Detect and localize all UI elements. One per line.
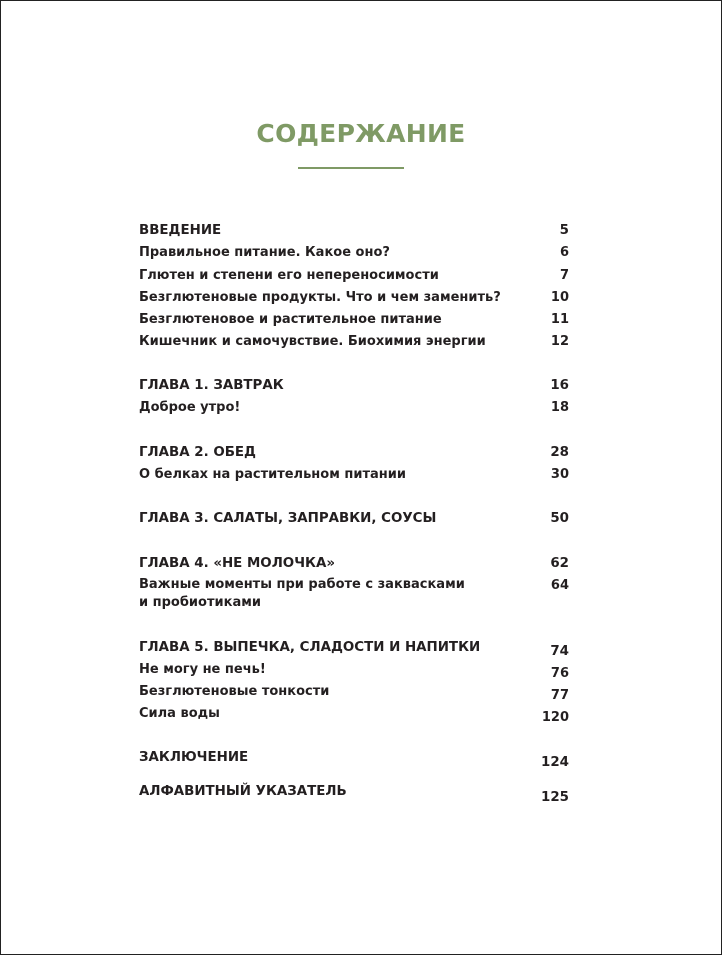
- toc-entry-title: Глютен и степени его непереносимости: [139, 268, 439, 283]
- toc-entry-page: 10: [550, 290, 569, 305]
- toc-entry-title: ЗАКЛЮЧЕНИЕ: [139, 750, 249, 765]
- toc-entry-title: ГЛАВА 2. ОБЕД: [139, 445, 256, 460]
- toc-entry-title: Кишечник и самочувствие. Биохимия энергии: [139, 334, 486, 349]
- toc-entry-title: Безглютеновое и растительное питание: [139, 312, 442, 327]
- toc-entry-page: 12: [550, 334, 569, 349]
- toc-entry-page: 6: [559, 245, 569, 260]
- toc-entry-page: 16: [550, 378, 569, 393]
- toc-entry-page: 76: [550, 666, 569, 681]
- toc-entry-page: 7: [559, 268, 569, 283]
- toc-entry-title: Сила воды: [139, 706, 220, 721]
- toc-entry-title: ГЛАВА 1. ЗАВТРАК: [139, 378, 284, 393]
- toc-entry-title: ГЛАВА 5. ВЫПЕЧКА, СЛАДОСТИ И НАПИТКИ: [139, 640, 481, 655]
- toc-entry-page: 28: [550, 445, 569, 460]
- toc-entry-title: ГЛАВА 4. «НЕ МОЛОЧКА»: [139, 556, 335, 571]
- toc-entry-title: АЛФАВИТНЫЙ УКАЗАТЕЛЬ: [139, 784, 347, 799]
- toc-entry-title: Правильное питание. Какое оно?: [139, 245, 390, 260]
- toc-entry-title: Не могу не печь!: [139, 662, 266, 677]
- toc-entry-page: 5: [559, 223, 569, 238]
- toc-entry-title: Безглютеновые продукты. Что и чем заменить?: [139, 290, 501, 305]
- toc-entry-title: О белках на растительном питании: [139, 467, 406, 482]
- toc-entry-page: 64: [550, 578, 569, 593]
- toc-entry-page: 74: [550, 644, 569, 659]
- toc-entry-title: ВВЕДЕНИЕ: [139, 223, 222, 238]
- page-title: СОДЕРЖАНИЕ: [256, 119, 466, 148]
- toc-entry-page: 125: [541, 790, 569, 805]
- toc-entry-page: 120: [541, 710, 569, 725]
- toc-entry-page: 30: [550, 467, 569, 482]
- toc-entry-page: 11: [550, 312, 569, 327]
- toc-entry-title: Доброе утро!: [139, 400, 241, 415]
- toc-entry-page: 124: [541, 755, 569, 770]
- toc-entry-title: Безглютеновые тонкости: [139, 684, 330, 699]
- toc-entry-title: ГЛАВА 3. САЛАТЫ, ЗАПРАВКИ, СОУСЫ: [139, 511, 437, 526]
- toc-entry-page: 77: [550, 688, 569, 703]
- toc-entry-title: Важные моменты при работе с заквасками и пробиотиками: [139, 577, 465, 610]
- toc-entry-page: 62: [550, 556, 569, 571]
- title-underline: [298, 167, 404, 169]
- toc-entry-page: 50: [550, 511, 569, 526]
- toc-entry-page: 18: [550, 400, 569, 415]
